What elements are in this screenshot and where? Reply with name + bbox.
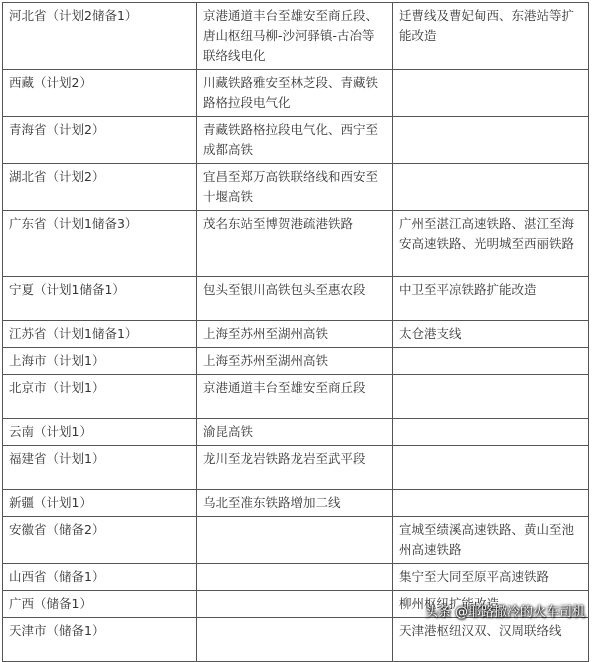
province-cell: 福建省（计划1） bbox=[3, 446, 197, 490]
table-row bbox=[3, 164, 589, 211]
province-cell: 上海市（计划1） bbox=[3, 348, 197, 375]
table-row bbox=[3, 375, 589, 419]
province-cell: 宁夏（计划1储备1） bbox=[3, 277, 197, 321]
province-cell: 广西（储备1） bbox=[3, 591, 197, 618]
province-cell: 安徽省（储备2） bbox=[3, 517, 197, 564]
province-cell: 山西省（储备1） bbox=[3, 564, 197, 591]
plan-cell: 茂名东站至博贺港疏港铁路 bbox=[197, 211, 393, 277]
province-cell: 江苏省（计划1储备1） bbox=[3, 321, 197, 348]
plan-cell bbox=[197, 517, 393, 564]
plan-cell: 宜昌至郑万高铁联络线和西安至十堰高铁 bbox=[197, 164, 393, 211]
table-row bbox=[3, 348, 589, 375]
table-row bbox=[3, 419, 589, 446]
watermark: 头条 @耶路撒冷的火车司机 bbox=[424, 605, 585, 620]
reserve-cell: 太仓港支线 bbox=[393, 321, 589, 348]
table-row bbox=[3, 3, 589, 70]
reserve-cell bbox=[393, 70, 589, 117]
table-row bbox=[3, 70, 589, 117]
province-cell: 广东省（计划1储备3） bbox=[3, 211, 197, 277]
table-row bbox=[3, 564, 589, 591]
table-row bbox=[3, 490, 589, 517]
plan-cell bbox=[197, 564, 393, 591]
plan-cell: 龙川至龙岩铁路龙岩至武平段 bbox=[197, 446, 393, 490]
plan-cell bbox=[197, 618, 393, 662]
reserve-cell bbox=[393, 375, 589, 419]
province-cell: 青海省（计划2） bbox=[3, 117, 197, 164]
province-cell: 河北省（计划2储备1） bbox=[3, 3, 197, 70]
plan-cell: 京港通道丰台至雄安至商丘段、唐山枢纽马柳-沙河驿镇-古冶等联络线电化 bbox=[197, 3, 393, 70]
table-row bbox=[3, 117, 589, 164]
table-body bbox=[3, 3, 589, 662]
plan-cell bbox=[197, 591, 393, 618]
plan-cell: 上海至苏州至湖州高铁 bbox=[197, 348, 393, 375]
table-row bbox=[3, 517, 589, 564]
reserve-cell: 广州至湛江高速铁路、湛江至海安高速铁路、光明城至西丽铁路 bbox=[393, 211, 589, 277]
reserve-cell: 宣城至绩溪高速铁路、黄山至池州高速铁路 bbox=[393, 517, 589, 564]
railway-projects-table bbox=[2, 2, 589, 662]
plan-cell: 川藏铁路雅安至林芝段、青藏铁路格拉段电气化 bbox=[197, 70, 393, 117]
province-cell: 湖北省（计划2） bbox=[3, 164, 197, 211]
table-row bbox=[3, 321, 589, 348]
reserve-cell: 迁曹线及曹妃甸西、东港站等扩能改造 bbox=[393, 3, 589, 70]
reserve-cell: 中卫至平凉铁路扩能改造 bbox=[393, 277, 589, 321]
table-row bbox=[3, 277, 589, 321]
province-cell: 新疆（计划1） bbox=[3, 490, 197, 517]
reserve-cell: 柳州枢纽扩能改造 bbox=[393, 591, 589, 618]
plan-cell: 上海至苏州至湖州高铁 bbox=[197, 321, 393, 348]
reserve-cell bbox=[393, 164, 589, 211]
province-cell: 天津市（储备1） bbox=[3, 618, 197, 662]
reserve-cell bbox=[393, 490, 589, 517]
table-row bbox=[3, 618, 589, 662]
province-cell: 北京市（计划1） bbox=[3, 375, 197, 419]
plan-cell: 乌北至准东铁路增加二线 bbox=[197, 490, 393, 517]
reserve-cell bbox=[393, 446, 589, 490]
table-row bbox=[3, 211, 589, 277]
plan-cell: 渝昆高铁 bbox=[197, 419, 393, 446]
plan-cell: 青藏铁路格拉段电气化、西宁至成都高铁 bbox=[197, 117, 393, 164]
reserve-cell: 集宁至大同至原平高速铁路 bbox=[393, 564, 589, 591]
province-cell: 西藏（计划2） bbox=[3, 70, 197, 117]
reserve-cell bbox=[393, 117, 589, 164]
reserve-cell bbox=[393, 348, 589, 375]
table-row bbox=[3, 446, 589, 490]
province-cell: 云南（计划1） bbox=[3, 419, 197, 446]
plan-cell: 京港通道丰台至雄安至商丘段 bbox=[197, 375, 393, 419]
plan-cell: 包头至银川高铁包头至惠农段 bbox=[197, 277, 393, 321]
reserve-cell bbox=[393, 419, 589, 446]
reserve-cell: 天津港枢纽汉双、汉周联络线 bbox=[393, 618, 589, 662]
